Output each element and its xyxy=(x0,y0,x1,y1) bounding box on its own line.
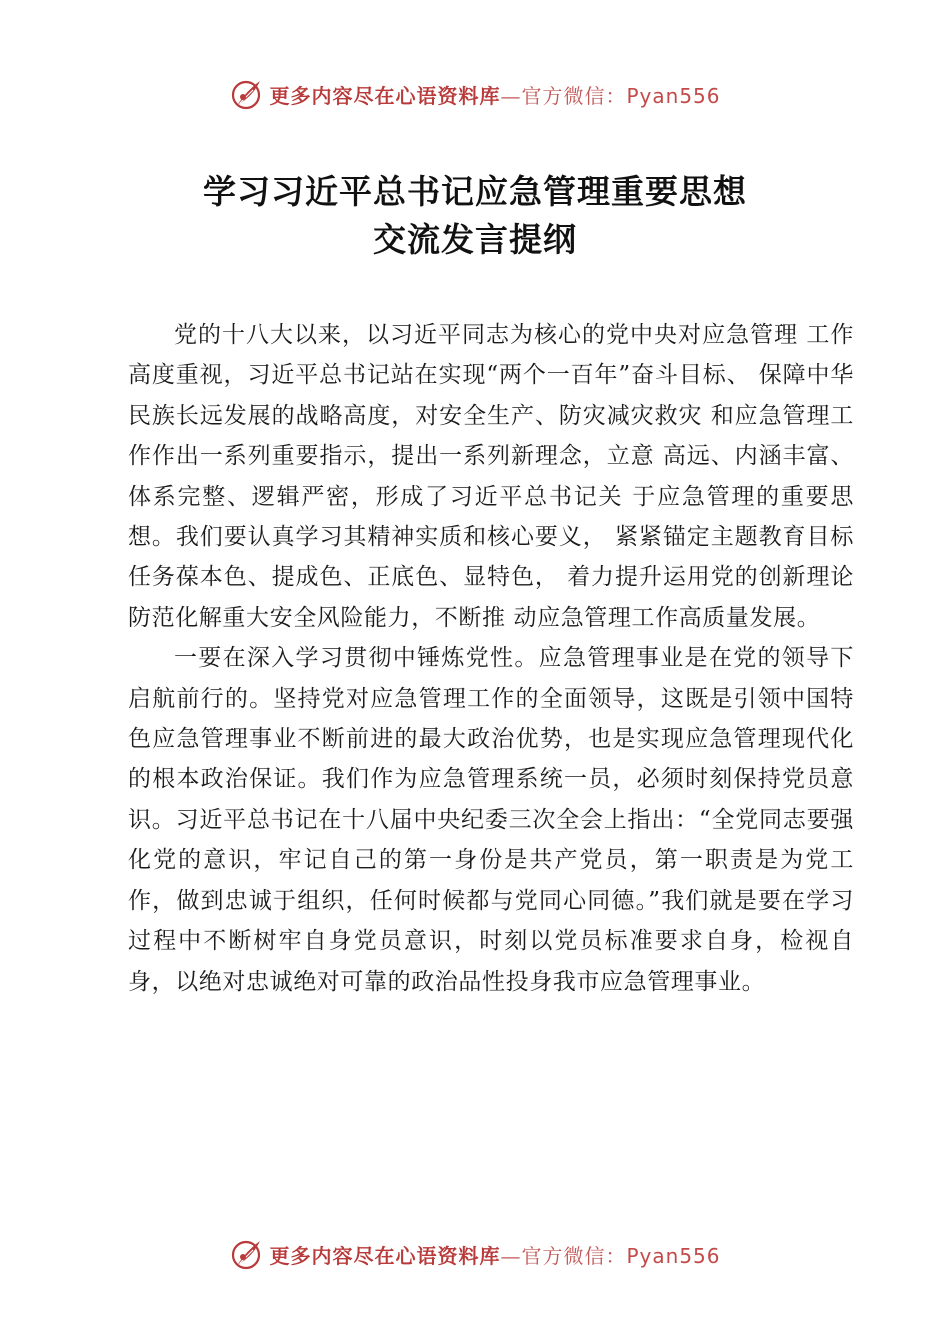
title-line-1: 学习习近平总书记应急管理重要思想 xyxy=(203,172,747,211)
document-title xyxy=(0,168,950,264)
paragraph-1: 一要在深入学习贯彻中锤炼党性。应急管理事业是在党的领导下启航前行的。坚持党对应急管理工作的全面领导，这既是引领中国特色应急管理事业不断前进的最大政治优势，也是实现应急管理现代化的根本政治保证。我们作为应急管理系统一员，必须时刻保持党员意识。习近平总书记在十八届中央纪委三次全会上指出：“全党同志要强化党的意识，牢记自己的第一身份是共产党员，第一职责是为党工作，做到忠诚于组织，任何时候都与党同心同德。”我们就是要在学习过程中不断树牢自身党员意识，时刻以党员标准要求自身，检视自身，以绝对忠诚绝对可靠的政治品性投身我市应急管理事业。 xyxy=(128,645,854,995)
quill-logo-icon xyxy=(229,1237,263,1271)
watermark-wechat-id: Pyan556 xyxy=(626,1243,721,1268)
title-line-2: 交流发言提纲 xyxy=(373,220,577,259)
paragraph-intro: 党的十八大以来，以习近平同志为核心的党中央对应急管理 工作高度重视，习近平总书记站在实现“两个一百年”奋斗目标、 保障中华民族长远发展的战略高度，对安全生产、防灾减灾救灾 和应急管理工作作出一系列重要指示，提出一系列新理念，立意 高远、内涵丰富、体系完整、逻辑严密，形成了习近平总书记关 于应急管理的重要思想。我们要认真学习其精神实质和核心要义， 紧紧锚定主题教育目标任务葆本色、提成色、正底色、显特色， 着力提升运用党的创新理论防范化解重大安全风险能力，不断推 动应急管理工作高质量发展。 xyxy=(128,322,854,631)
watermark-separator: — xyxy=(500,83,522,108)
watermark-header xyxy=(0,72,950,116)
document-body xyxy=(128,315,854,1002)
watermark-text xyxy=(269,1240,720,1269)
watermark-brand: 更多内容尽在心语资料库 xyxy=(269,83,501,108)
quill-logo-icon xyxy=(229,77,263,111)
watermark-footer xyxy=(0,1232,950,1276)
watermark-separator: — xyxy=(500,1243,522,1268)
watermark-brand: 更多内容尽在心语资料库 xyxy=(269,1243,501,1268)
watermark-text xyxy=(269,80,720,109)
watermark-wechat-label: 官方微信： xyxy=(521,1243,627,1268)
watermark-wechat-id: Pyan556 xyxy=(626,83,721,108)
watermark-wechat-label: 官方微信： xyxy=(521,83,627,108)
